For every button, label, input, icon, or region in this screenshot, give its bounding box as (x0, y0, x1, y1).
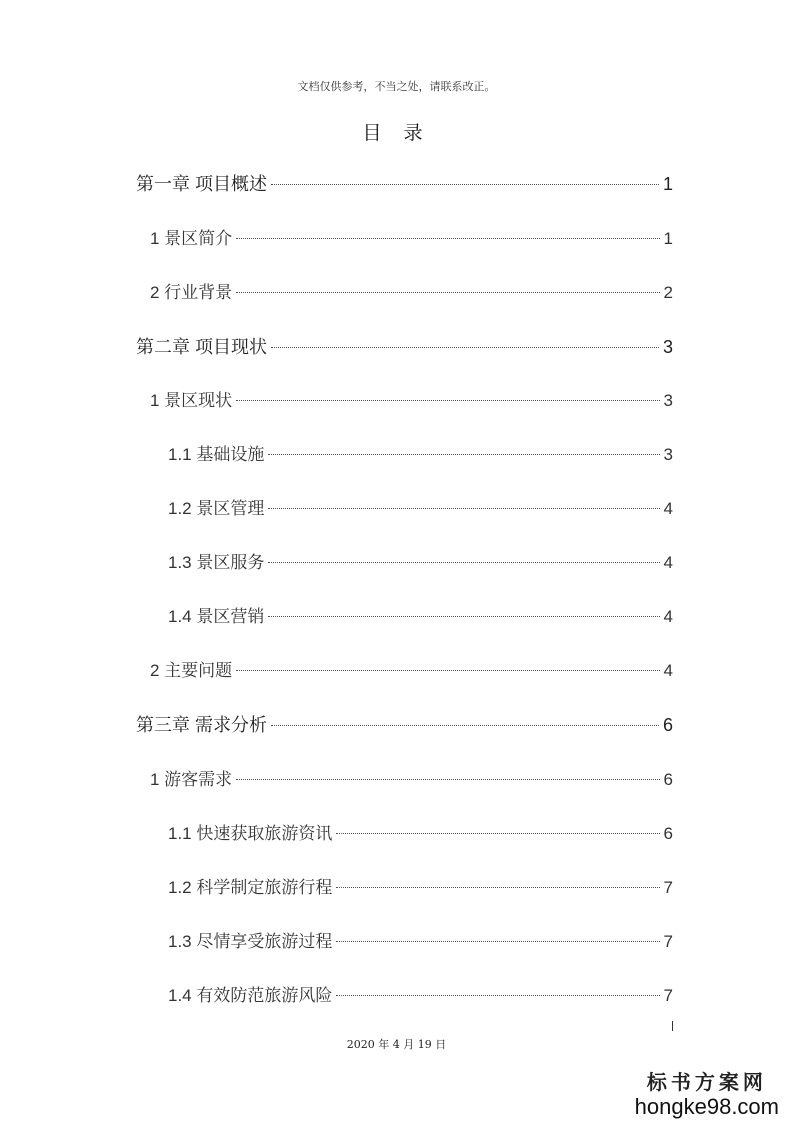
watermark-url: hongke98.com (634, 1094, 779, 1119)
dot-leader (236, 400, 659, 401)
dot-leader (236, 779, 659, 780)
dot-leader (271, 184, 659, 185)
toc-entry-page: 1 (663, 229, 673, 248)
toc-entry[interactable] (168, 497, 673, 521)
toc-entry[interactable] (150, 227, 673, 251)
toc-entry[interactable] (150, 659, 673, 683)
toc-entry-label: 2 行业背景 (150, 283, 233, 302)
toc-entry[interactable] (168, 876, 673, 900)
toc-entry[interactable] (168, 822, 673, 846)
dot-leader (268, 454, 659, 455)
toc-entry-label: 第二章 项目现状 (136, 337, 268, 357)
header-note: 文档仅供参考，不当之处，请联系改正。 (297, 80, 496, 93)
toc-entry-label: 2 主要问题 (150, 661, 233, 680)
dot-leader (236, 292, 659, 293)
dot-leader (336, 995, 659, 996)
dot-leader (268, 508, 659, 509)
toc-entry-page: 6 (663, 770, 673, 789)
toc-entry-label: 1.2 景区管理 (168, 499, 265, 518)
toc-entry-label: 第三章 需求分析 (136, 715, 268, 735)
toc-entry-label: 1 景区简介 (150, 229, 233, 248)
toc-entry-page: 6 (662, 715, 673, 735)
toc-entry-label: 1.1 快速获取旅游资讯 (168, 824, 333, 843)
footer-date: 2020 年 4 月 19 日 (346, 1038, 447, 1051)
dot-leader (336, 941, 659, 942)
toc-entry-label: 第一章 项目概述 (136, 174, 268, 194)
toc-title: 目 录 (362, 122, 431, 144)
toc-entry[interactable] (136, 713, 673, 737)
dot-leader (271, 347, 659, 348)
toc-entry[interactable] (136, 172, 673, 196)
toc-entry[interactable] (150, 768, 673, 792)
toc-entry-label: 1.4 有效防范旅游风险 (168, 986, 333, 1005)
toc-entry-label: 1.1 基础设施 (168, 445, 265, 464)
toc-entry[interactable] (168, 551, 673, 575)
toc-entry[interactable] (168, 930, 673, 954)
toc-entry-page: 3 (663, 391, 673, 410)
dot-leader (236, 670, 659, 671)
toc-entry[interactable] (150, 281, 673, 305)
toc-entry[interactable] (168, 443, 673, 467)
dot-leader (336, 833, 659, 834)
toc-entry-label: 1 景区现状 (150, 391, 233, 410)
margin-mark (672, 1021, 673, 1031)
toc-entry-label: 1 游客需求 (150, 770, 233, 789)
toc-entry-label: 1.3 景区服务 (168, 553, 265, 572)
watermark-brand: 标书方案网 (646, 1070, 767, 1094)
dot-leader (336, 887, 659, 888)
toc-entry-page: 3 (662, 337, 673, 357)
toc-entry-page: 4 (663, 553, 673, 572)
toc-entry-page: 4 (663, 607, 673, 626)
toc-entry[interactable] (168, 984, 673, 1008)
toc-entry[interactable] (150, 389, 673, 413)
watermark-logo (635, 1066, 779, 1119)
toc-entry-page: 4 (663, 661, 673, 680)
toc-entry-label: 1.3 尽情享受旅游过程 (168, 932, 333, 951)
toc-entry-page: 4 (663, 499, 673, 518)
toc-entry-page: 6 (663, 824, 673, 843)
toc-entry-page: 7 (663, 932, 673, 951)
toc-entry-page: 2 (663, 283, 673, 302)
dot-leader (268, 562, 659, 563)
dot-leader (271, 725, 659, 726)
toc-entry-page: 7 (663, 878, 673, 897)
toc-entry-page: 7 (663, 986, 673, 1005)
dot-leader (268, 616, 659, 617)
toc-entry-page: 1 (662, 174, 673, 194)
toc-entry-label: 1.4 景区营销 (168, 607, 265, 626)
toc-entry[interactable] (168, 605, 673, 629)
dot-leader (236, 238, 659, 239)
toc-entry[interactable] (136, 335, 673, 359)
toc-entry-label: 1.2 科学制定旅游行程 (168, 878, 333, 897)
toc-entry-page: 3 (663, 445, 673, 464)
